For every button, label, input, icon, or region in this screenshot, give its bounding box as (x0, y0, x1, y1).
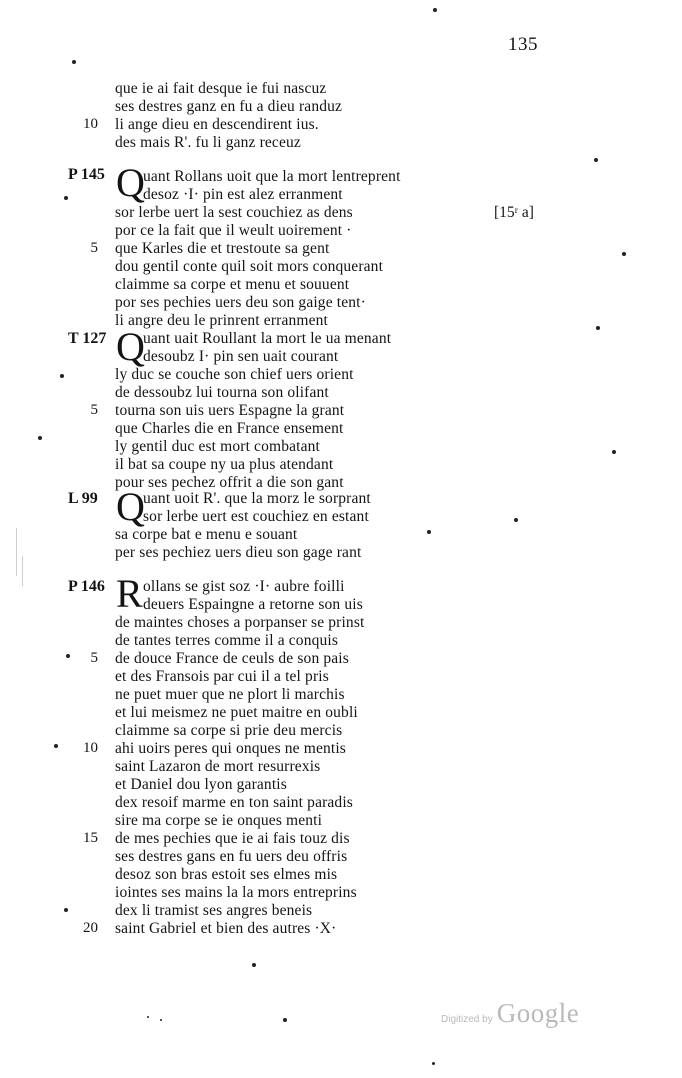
verse-line: dou gentil conte quil soit mors conquerant (115, 258, 384, 275)
verse-line: sor lerbe uert la sest couchiez as dens (115, 204, 353, 221)
verse-line: sor lerbe uert est couchiez en estant (143, 508, 369, 525)
verse-line: que Karles die et trestoute sa gent (115, 240, 330, 257)
scan-speck (612, 450, 616, 454)
scan-speck (160, 1019, 162, 1021)
scan-speck (433, 8, 437, 12)
scan-speck (38, 436, 42, 440)
laisse-siglum: P 146 (68, 578, 105, 595)
verse-line: desoubz I· pin sen uait courant (143, 348, 339, 365)
verse-line: por ses pechies uers deu son gaige tent· (115, 294, 366, 311)
verse-line: pour ses pechez offrit a die son gant (115, 474, 344, 491)
scan-speck (596, 326, 600, 330)
verse-line: des mais R'. fu li ganz receuz (115, 134, 301, 151)
verse-line: ly duc se couche son chief uers orient (115, 366, 354, 383)
verse-line: ne puet muer que ne plort li marchis (115, 686, 345, 703)
verse-line: claimme sa corpe si prie deu mercis (115, 722, 343, 739)
scan-speck (252, 963, 256, 967)
watermark-logo-text: Google (496, 998, 580, 1028)
verse-line: desoz ·I· pin est alez erranment (143, 186, 343, 203)
scan-speck (60, 374, 64, 378)
verse-line: sa corpe bat e menu e souant (115, 526, 298, 543)
scan-speck (427, 530, 431, 534)
verse-line: de dessoubz lui tourna son olifant (115, 384, 329, 401)
verse-line: il bat sa coupe ny ua plus atendant (115, 456, 334, 473)
line-number: 20 (83, 920, 98, 936)
verse-line: ses destres ganz en fu a dieu randuz (115, 98, 343, 115)
scan-speck (147, 1016, 149, 1018)
verse-line: de tantes terres comme il a conquis (115, 632, 339, 649)
verse-line: desoz son bras estoit ses elmes mis (115, 866, 338, 883)
scan-speck (64, 196, 68, 200)
verse-line: iointes ses mains la la mors entreprins (115, 884, 357, 901)
verse-line: ses destres gans en fu uers deu offris (115, 848, 348, 865)
verse-line: de douce France de ceuls de son pais (115, 650, 349, 667)
verse-line: ahi uoirs peres qui onques ne mentis (115, 740, 346, 757)
scan-speck (72, 60, 76, 64)
line-number: 15 (83, 830, 98, 846)
laisse-siglum: P 145 (68, 166, 105, 183)
line-number: 5 (90, 650, 98, 666)
laisse-siglum: L 99 (68, 490, 98, 507)
page-number: 135 (508, 34, 538, 55)
verse-line: que ie ai fait desque ie fui nascuz (115, 80, 327, 97)
scan-speck (594, 158, 598, 162)
verse-line: dex resoif marme en ton saint paradis (115, 794, 353, 811)
verse-line: li ange dieu en descendirent ius. (115, 116, 319, 133)
verse-line: uant uait Roullant la mort le ua menant (143, 330, 392, 347)
verse-line: per ses pechiez uers dieu son gage rant (115, 544, 362, 561)
digitized-watermark (441, 998, 579, 1029)
line-number: 5 (90, 240, 98, 256)
verse-line: claimme sa corpe et menu et souuent (115, 276, 350, 293)
verse-line: sire ma corpe se ie onques menti (115, 812, 323, 829)
scan-speck (283, 1018, 287, 1022)
verse-line: li angre deu le prinrent erranment (115, 312, 328, 329)
line-number: 5 (90, 402, 98, 418)
scan-speck (66, 654, 70, 658)
verse-line: uant uoit R'. que la morz le sorprant (143, 490, 371, 507)
verse-line: et des Fransois par cui il a tel pris (115, 668, 329, 685)
drop-cap-initial: Q (116, 160, 145, 205)
verse-line: saint Lazaron de mort resurrexis (115, 758, 321, 775)
scan-edge-line (16, 528, 17, 576)
verse-line: tourna son uis uers Espagne la grant (115, 402, 345, 419)
verse-line: de maintes choses a porpanser se prinst (115, 614, 365, 631)
verse-line: deuers Espaingne a retorne son uis (143, 596, 363, 613)
scan-speck (432, 1062, 435, 1065)
verse-line: uant Rollans uoit que la mort lentreprent (143, 168, 401, 185)
drop-cap-initial: Q (116, 324, 145, 369)
scan-speck (64, 908, 68, 912)
verse-line: de mes pechies que ie ai fais touz dis (115, 830, 350, 847)
verse-line: que Charles die en France ensement (115, 420, 344, 437)
verse-line: saint Gabriel et bien des autres ·X· (115, 920, 337, 937)
laisse-siglum: T 127 (68, 330, 107, 347)
folio-reference: [15ʳ a] (494, 204, 534, 221)
scan-edge-line (22, 556, 23, 586)
drop-cap-initial: R (116, 571, 143, 616)
verse-line: et lui meismez ne puet maitre en oubli (115, 704, 358, 721)
verse-line: ollans se gist soz ·I· aubre foilli (143, 578, 345, 595)
verse-line: ly gentil duc est mort combatant (115, 438, 320, 455)
verse-line: dex li tramist ses angres beneis (115, 902, 313, 919)
watermark-small-text: Digitized by (441, 1014, 493, 1025)
scan-speck (622, 252, 626, 256)
scan-speck (54, 744, 58, 748)
line-number: 10 (83, 740, 98, 756)
verse-line: et Daniel dou lyon garantis (115, 776, 287, 793)
drop-cap-initial: Q (116, 484, 145, 529)
verse-line: por ce la fait que il weult uoirement · (115, 222, 352, 239)
scan-speck (514, 518, 518, 522)
line-number: 10 (83, 116, 98, 132)
